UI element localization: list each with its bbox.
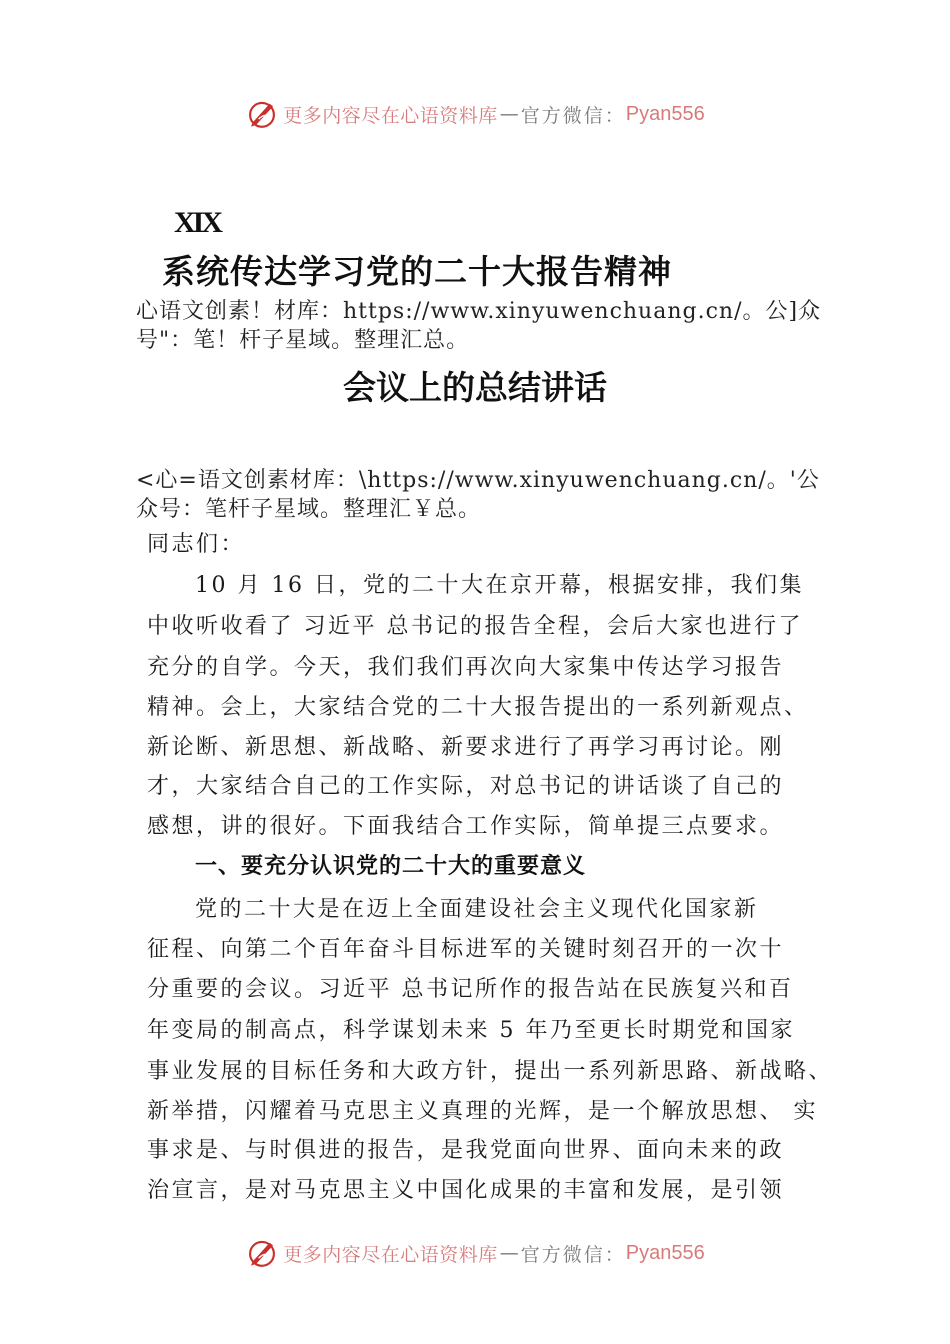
- paragraph-line: 10 月 16 日，党的二十大在京开幕，根据安排，我们集: [195, 573, 804, 598]
- paragraph-line: 感想，讲的很好。下面我结合工作实际，简单提三点要求。: [147, 814, 785, 839]
- banner-label: 官方微信：: [520, 1243, 626, 1266]
- paragraph-line: 精神。会上，大家结合党的二十大报告提出的一系列新观点、: [147, 695, 809, 720]
- paragraph-line: 新举措，闪耀着马克思主义真理的光辉，是一个解放思想、 实: [147, 1099, 818, 1124]
- paragraph-line: 事求是、与时俱进的报告，是我党面向世界、面向未来的政: [147, 1138, 785, 1163]
- pen-logo-icon: [245, 1236, 279, 1270]
- paragraph-line: 中收听收看了 习近平 总书记的报告全程，会后大家也进行了: [147, 614, 803, 639]
- paragraph-line: 年变局的制高点，科学谋划未来 5 年乃至更长时期党和国家: [147, 1018, 795, 1043]
- paragraph-line: 分重要的会议。习近平 总书记所作的报告站在民族复兴和百: [147, 977, 794, 1002]
- source-note-line: <心=语文创素材库：\https://www.xinyuwenchuang.cn/。'公: [136, 468, 820, 493]
- banner-label: 官方微信：: [520, 104, 626, 127]
- banner-text: 更多内容尽在心语资料库: [283, 104, 498, 127]
- paragraph-line: 征程、向第二个百年奋斗目标进军的关键时刻召开的一次十: [147, 937, 785, 962]
- pen-logo-icon: [245, 97, 279, 131]
- paragraph-line: 充分的自学。今天，我们我们再次向大家集中传达学习报告: [147, 655, 785, 680]
- source-note-line: 众号：笔杆子星域。整理汇￥总。: [136, 497, 482, 522]
- document-title-line-2: 会议上的总结讲话: [343, 368, 607, 407]
- section-heading: 一、要充分认识党的二十大的重要意义: [195, 854, 587, 879]
- watermark-banner-top: [0, 94, 950, 134]
- banner-wechat-id: Pyan556: [625, 102, 705, 125]
- paragraph-line: 新论断、新思想、新战略、新要求进行了再学习再讨论。刚: [147, 735, 785, 760]
- watermark-banner-bottom: [0, 1233, 950, 1273]
- banner-text: 更多内容尽在心语资料库: [283, 1243, 498, 1266]
- source-note-line: 号"：笔！杆子星域。整理汇总。: [136, 328, 470, 353]
- salutation: 同志们：: [147, 532, 246, 557]
- banner-wechat-id: Pyan556: [625, 1241, 705, 1264]
- source-note-line: 心语文创素！材库：https://www.xinyuwenchuang.cn/。公]众: [136, 299, 822, 324]
- paragraph-line: 党的二十大是在迈上全面建设社会主义现代化国家新: [195, 897, 759, 922]
- banner-separator: —: [499, 1242, 519, 1264]
- banner-separator: —: [499, 103, 519, 125]
- document-code: XIX: [174, 206, 221, 239]
- paragraph-line: 事业发展的目标任务和大政方针，提出一系列新思路、新战略、: [147, 1059, 834, 1084]
- paragraph-line: 才，大家结合自己的工作实际，对总书记的讲话谈了自己的: [147, 774, 785, 799]
- paragraph-line: 治宣言，是对马克思主义中国化成果的丰富和发展，是引领: [147, 1178, 785, 1203]
- document-title-line-1: 系统传达学习党的二十大报告精神: [162, 252, 672, 291]
